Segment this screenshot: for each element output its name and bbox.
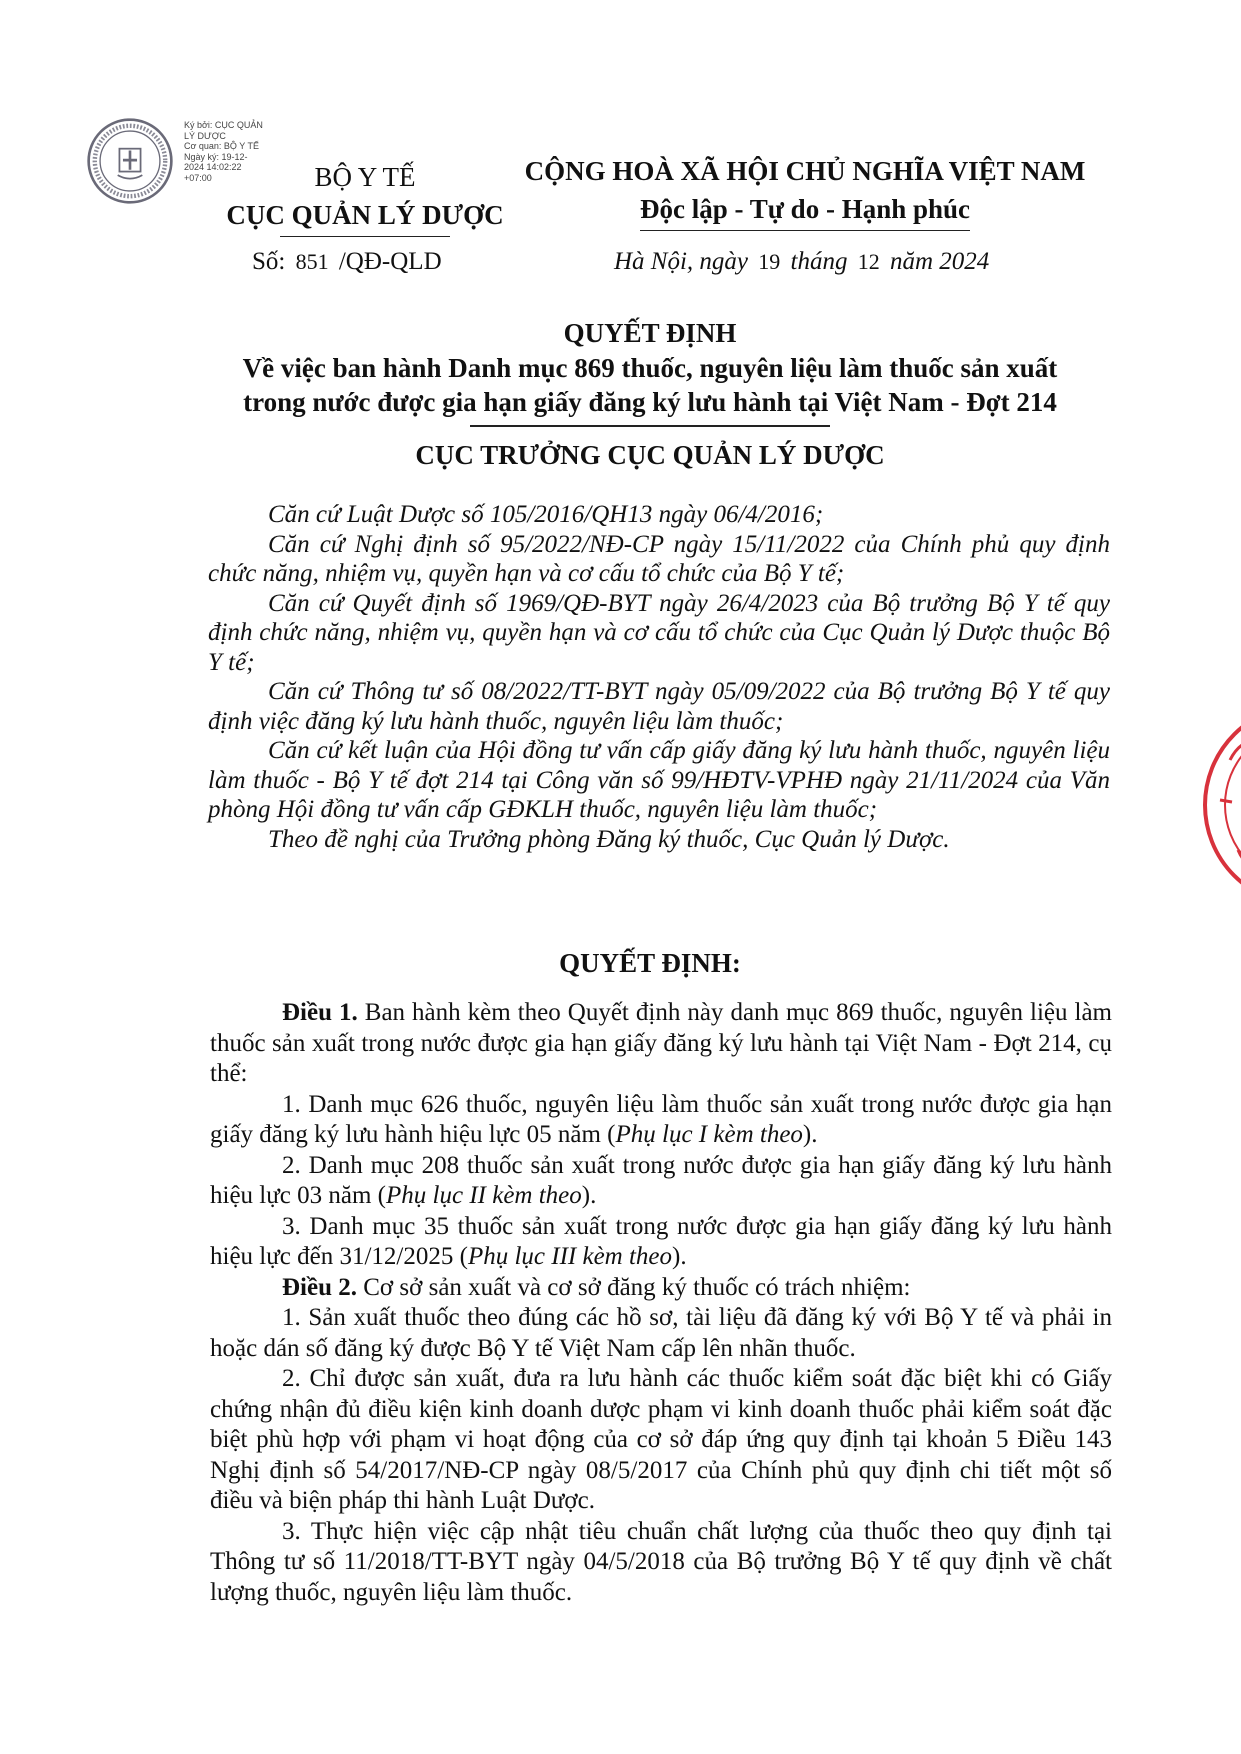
title-main: QUYẾT ĐỊNH xyxy=(563,318,737,348)
date-month-label: tháng xyxy=(790,248,848,275)
item-end: ). xyxy=(802,1121,818,1148)
article-2-item: 3. Thực hiện việc cập nhật tiêu chuẩn chất lượng của thuốc theo quy định tại Thông tư số 11/2018/TT-BYT ngày 04/5/2018 của Bộ trưởng Bộ Y tế quy định về chất lượng thuốc, nguyên liệu làm thuốc. xyxy=(210,1517,1112,1606)
issuer-header xyxy=(200,158,530,237)
digital-signature-seal-icon xyxy=(86,117,174,205)
legal-basis: Căn cứ Thông tư số 08/2022/TT-BYT ngày 05/09/2022 của Bộ trưởng Bộ Y tế quy định việc đăng ký lưu hành thuốc, nguyên liệu làm thuốc; xyxy=(208,678,1110,735)
doc-number-value: 851 xyxy=(295,249,329,274)
signature-line: +07:00 xyxy=(184,172,212,183)
date-year: năm 2024 xyxy=(889,248,990,275)
signature-line: Ngày ký: 19-12- xyxy=(184,151,248,162)
item-end: ). xyxy=(672,1243,687,1270)
annex-ref: Phụ lục III kèm theo xyxy=(467,1243,673,1270)
legal-basis: Căn cứ Luật Dược số 105/2016/QH13 ngày 06/4/2016; xyxy=(268,501,824,528)
red-seal-stamp-icon xyxy=(1190,690,1241,920)
legal-basis: Căn cứ Nghị định số 95/2022/NĐ-CP ngày 15/11/2022 của Chính phủ quy định chức năng, nhiệm vụ, quyền hạn và cơ cấu tổ chức của Bộ Y tế; xyxy=(208,530,1110,587)
item-text: 1. Danh mục 626 thuốc, nguyên liệu làm thuốc sản xuất trong nước được gia hạn giấy đăng ký lưu hành hiệu lực 05 năm ( xyxy=(210,1090,1112,1148)
item-end: ). xyxy=(581,1182,597,1209)
agency-name: CỤC QUẢN LÝ DƯỢC xyxy=(226,200,504,230)
legal-basis: Căn cứ Quyết định số 1969/QĐ-BYT ngày 26/4/2023 của Bộ trưởng Bộ Y tế quy định chức năng, nhiệm vụ, quyền hạn và cơ cấu tổ chức của Cục Quản lý Dược thuộc Bộ Y tế; xyxy=(208,589,1110,676)
motto-underline xyxy=(640,230,970,231)
signature-line: Ký bởi: CỤC QUẢN xyxy=(184,120,263,130)
decision-articles xyxy=(210,968,1112,1608)
document-date xyxy=(614,248,989,276)
date-day: 19 xyxy=(758,249,781,274)
ministry-name: BỘ Y TẾ xyxy=(314,162,416,192)
signature-line: Cơ quan: BỘ Y TẾ xyxy=(184,141,259,151)
article-1-item xyxy=(210,1212,1112,1273)
annex-ref: Phụ lục II kèm theo xyxy=(386,1182,582,1209)
article-2-item: 1. Sản xuất thuốc theo đúng các hồ sơ, tài liệu đã đăng ký với Bộ Y tế và phải in hoặc dán số đăng ký được Bộ Y tế Việt Nam cấp lên nhãn thuốc. xyxy=(210,1304,1112,1362)
article-2-label: Điều 2. xyxy=(282,1273,357,1301)
article-1-text: Ban hành kèm theo Quyết định này danh mục 869 thuốc, nguyên liệu làm thuốc sản xuất trong nước được gia hạn giấy đăng ký lưu hành tại Việt Nam - Đợt 214, cụ thể: xyxy=(210,999,1113,1087)
country-name: CỘNG HOÀ XÃ HỘI CHỦ NGHĨA VIỆT NAM xyxy=(524,156,1086,186)
national-header xyxy=(520,152,1090,231)
article-1-item xyxy=(210,1090,1112,1151)
signature-line: 2024 14:02:22 xyxy=(184,162,242,172)
document-number xyxy=(252,248,442,276)
decision-heading: QUYẾT ĐỊNH: xyxy=(559,948,741,978)
article-1-item xyxy=(210,1151,1112,1212)
annex-ref: Phụ lục I kèm theo xyxy=(615,1121,803,1148)
article-2-item: 2. Chỉ được sản xuất, đưa ra lưu hành các thuốc kiểm soát đặc biệt khi có Giấy chứng nhận đủ điều kiện kinh doanh dược phạm vi kinh doanh thuốc phải kiểm soát đặc biệt phù hợp với phạm vi hoạt động của cơ sở đáp ứng quy định tại khoản 5 Điều 143 Nghị định số 54/2017/NĐ-CP ngày 08/5/2017 của Chính phủ quy định chi tiết một số điều và biện pháp thi hành Luật Dược. xyxy=(210,1365,1112,1514)
national-motto: Độc lập - Tự do - Hạnh phúc xyxy=(639,194,971,224)
article-1-label: Điều 1. xyxy=(282,999,358,1026)
issuing-authority: CỤC TRƯỞNG CỤC QUẢN LÝ DƯỢC xyxy=(415,440,885,470)
article-2-text: Cơ sở sản xuất và cơ sở đăng ký thuốc có trách nhiệm: xyxy=(357,1273,911,1301)
title-subject-line-1: Về việc ban hành Danh mục 869 thuốc, nguyên liệu làm thuốc sản xuất xyxy=(242,353,1058,383)
doc-number-suffix: /QĐ-QLD xyxy=(338,248,442,275)
date-place: Hà Nội, ngày xyxy=(614,248,749,275)
signature-line: LÝ DƯỢC xyxy=(184,130,226,141)
article-1 xyxy=(210,998,1112,1090)
doc-number-prefix: Số: xyxy=(252,248,286,275)
legal-basis: Căn cứ kết luận của Hội đồng tư vấn cấp giấy đăng ký lưu hành thuốc, nguyên liệu làm thuốc - Bộ Y tế đợt 214 tại Công văn số 99/HĐTV-VPHĐ ngày 21/11/2024 của Văn phòng Hội đồng tư vấn cấp GĐKLH thuốc, nguyên liệu làm thuốc; xyxy=(208,737,1110,823)
agency-underline xyxy=(280,236,450,237)
legal-bases xyxy=(208,500,1110,854)
decision-title xyxy=(190,315,1110,427)
title-underline xyxy=(470,425,830,427)
legal-basis: Theo đề nghị của Trưởng phòng Đăng ký thuốc, Cục Quản lý Dược. xyxy=(268,825,950,853)
item-text: 2. Danh mục 208 thuốc sản xuất trong nước được gia hạn giấy đăng ký lưu hành hiệu lực 03 năm ( xyxy=(210,1151,1112,1209)
item-text: 3. Danh mục 35 thuốc sản xuất trong nước được gia hạn giấy đăng ký lưu hành hiệu lực đến 31/12/2025 ( xyxy=(210,1212,1112,1270)
title-subject-line-2: trong nước được gia hạn giấy đăng ký lưu hành tại Việt Nam - Đợt 214 xyxy=(243,387,1057,417)
article-2 xyxy=(210,1273,1112,1304)
date-month: 12 xyxy=(857,249,880,274)
